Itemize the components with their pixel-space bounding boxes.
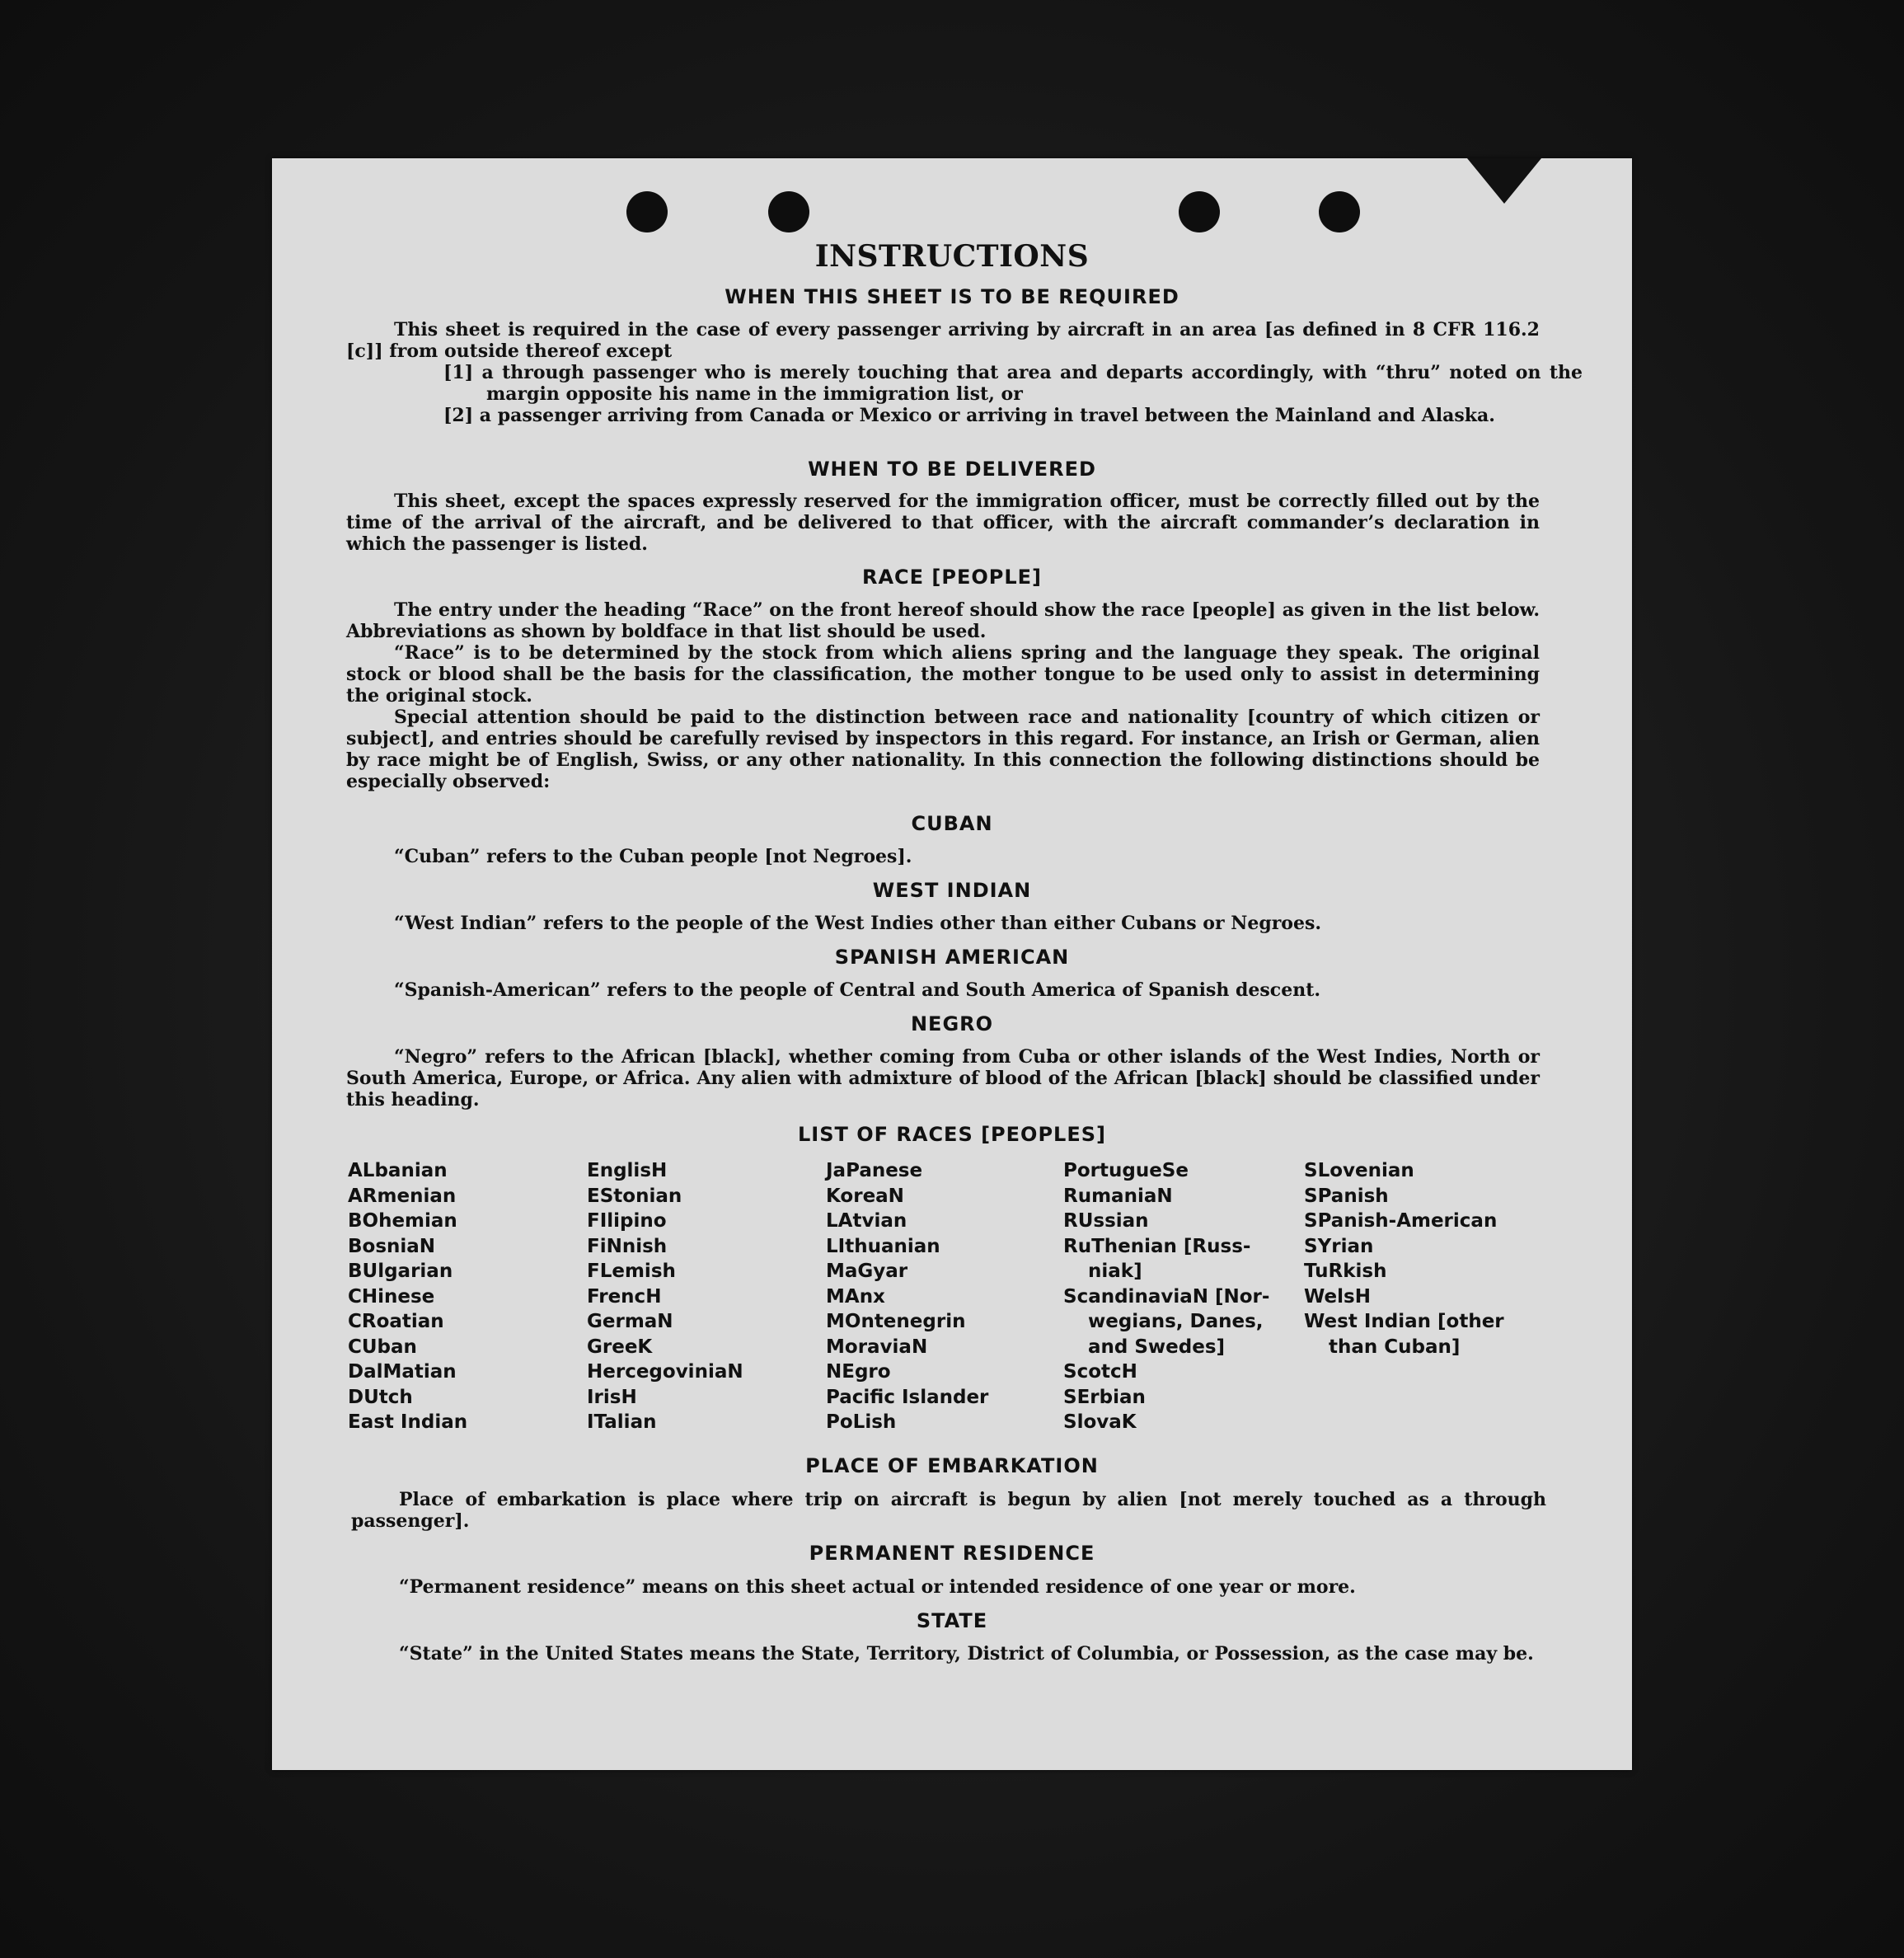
race-entry: PortugueSe — [1063, 1160, 1189, 1181]
heading-negro: NEGRO — [910, 1012, 994, 1035]
exception-item-2: [2] a passenger arriving from Canada or Mexico or arriving in travel between the Mainland and Alaska. — [443, 405, 1495, 426]
race-entry: East Indian — [348, 1411, 468, 1433]
race-entry: LAtvian — [826, 1210, 907, 1232]
race-entry: ARmenian — [348, 1185, 457, 1207]
race-entry: FLemish — [587, 1261, 676, 1282]
race-entry: PoLish — [826, 1411, 897, 1433]
punch-hole — [1179, 191, 1220, 232]
heading-cuban: CUBAN — [911, 812, 993, 835]
race-column — [826, 1158, 988, 1435]
race-entry: NEgro — [826, 1361, 891, 1383]
race-paragraph-2: “Race” is to be determined by the stock from which aliens spring and the language they speak. The original stock or blood shall be the basis for the classification, the mother tongue to be used only to assist in determining the original stock. — [346, 642, 1540, 707]
race-entry: wegians, Danes, — [1088, 1311, 1264, 1332]
race-paragraph-1: The entry under the heading “Race” on the front hereof should show the race [people] as given in the list below. Abbreviations as shown by boldface in that list should be used. — [346, 599, 1540, 642]
race-entry: MaGyar — [826, 1261, 908, 1282]
page-title: INSTRUCTIONS — [814, 239, 1090, 274]
race-entry: HercegoviniaN — [587, 1361, 743, 1383]
race-entry: LIthuanian — [826, 1235, 940, 1257]
heading-state: STATE — [916, 1609, 988, 1632]
race-entry: MAnx — [826, 1285, 885, 1308]
race-entry: TuRkish — [1304, 1261, 1387, 1282]
heading-place-of-embarkation: PLACE OF EMBARKATION — [805, 1454, 1099, 1477]
west-indian-text: “West Indian” refers to the people of the West Indies other than either Cubans or Negroes. — [394, 913, 1322, 934]
race-entry: IrisH — [587, 1386, 637, 1408]
race-entry: GreeK — [587, 1336, 653, 1358]
state-text: “State” in the United States means the State, Territory, District of Columbia, or Possession, as the case may be. — [399, 1643, 1534, 1665]
race-entry: SErbian — [1063, 1386, 1146, 1408]
punch-hole — [768, 191, 809, 232]
race-entry: RUssian — [1063, 1210, 1149, 1232]
race-entry: DalMatian — [348, 1361, 457, 1383]
race-entry: ALbanian — [348, 1160, 448, 1181]
race-entry: EStonian — [587, 1185, 682, 1207]
heading-spanish-american: SPANISH AMERICAN — [834, 946, 1070, 969]
race-column — [587, 1158, 743, 1435]
when-delivered-text: This sheet, except the spaces expressly reserved for the immigration officer, must be correctly filled out by the time of the arrival of the aircraft, and be delivered to that officer, with the aircraft commander’s declaration in which the passenger is listed. — [346, 491, 1540, 555]
race-entry: MOntenegrin — [826, 1311, 966, 1332]
when-required-intro: This sheet is required in the case of every passenger arriving by aircraft in an area [as defined in 8 CFR 116.2 [c]] from outside thereof except — [346, 319, 1540, 362]
race-entry: BOhemian — [348, 1210, 457, 1232]
heading-when-required: WHEN THIS SHEET IS TO BE REQUIRED — [725, 285, 1179, 308]
race-column — [348, 1158, 467, 1435]
race-entry: BosniaN — [348, 1235, 436, 1257]
race-entry: ScotcH — [1063, 1361, 1137, 1383]
race-entry: West Indian [other — [1304, 1311, 1504, 1332]
instruction-sheet — [272, 158, 1632, 1770]
race-column — [1063, 1158, 1269, 1435]
race-entry: GermaN — [587, 1311, 673, 1332]
race-entry: DUtch — [348, 1386, 413, 1408]
punch-hole — [626, 191, 668, 232]
heading-when-delivered: WHEN TO BE DELIVERED — [808, 458, 1096, 481]
race-entry: SPanish — [1304, 1185, 1389, 1207]
spanish-american-text: “Spanish-American” refers to the people of Central and South America of Spanish descent. — [394, 979, 1321, 1001]
race-entry: BUlgarian — [348, 1261, 453, 1282]
race-entry: RuThenian [Russ- — [1063, 1235, 1251, 1257]
race-entry: FiNnish — [587, 1235, 668, 1257]
race-entry: EnglisH — [587, 1160, 668, 1181]
race-entry: SPanish-American — [1304, 1210, 1498, 1232]
heading-list-of-races: LIST OF RACES [PEOPLES] — [798, 1123, 1106, 1146]
heading-race: RACE [PEOPLE] — [861, 566, 1043, 589]
race-entry: RumaniaN — [1063, 1185, 1173, 1207]
cuban-text: “Cuban” refers to the Cuban people [not Negroes]. — [394, 846, 912, 867]
race-entry: and Swedes] — [1088, 1336, 1226, 1358]
race-entry: niak] — [1088, 1261, 1142, 1282]
race-entry: Pacific Islander — [826, 1386, 989, 1408]
negro-text: “Negro” refers to the African [black], whether coming from Cuba or other islands of the West Indies, North or South America, Europe, or Africa. Any alien with admixture of blood of the African [black] should be classified under this heading. — [346, 1046, 1540, 1110]
race-entry: FIlipino — [587, 1210, 667, 1232]
race-entry: CUban — [348, 1336, 417, 1358]
race-paragraph-3: Special attention should be paid to the distinction between race and nationality [country of which citizen or subject], and entries should be carefully revised by inspectors in this regard. For instance, an Irish or German, alien by race might be of English, Swiss, or any other nationality. In this connection the following distinctions should be especially observed: — [346, 707, 1540, 792]
torn-corner — [1467, 158, 1541, 204]
residence-text: “Permanent residence” means on this sheet actual or intended residence of one year or more. — [399, 1576, 1356, 1598]
race-entry: CHinese — [348, 1285, 435, 1308]
race-entry: SYrian — [1304, 1235, 1374, 1257]
race-entry: CRoatian — [348, 1311, 444, 1332]
punch-hole — [1319, 191, 1360, 232]
race-entry: SlovaK — [1063, 1411, 1137, 1433]
race-entry: SLovenian — [1304, 1160, 1414, 1181]
embarkation-text: Place of embarkation is place where trip on aircraft is begun by alien [not merely touched as a through passenger]. — [351, 1489, 1546, 1532]
race-entry: FrencH — [587, 1285, 662, 1308]
heading-permanent-residence: PERMANENT RESIDENCE — [809, 1542, 1095, 1565]
race-entry: JaPanese — [826, 1160, 923, 1181]
race-entry: KoreaN — [826, 1185, 904, 1207]
race-entry: MoraviaN — [826, 1336, 928, 1358]
race-column — [1304, 1158, 1504, 1359]
race-entry: WelsH — [1304, 1285, 1371, 1308]
race-entry: than Cuban] — [1329, 1336, 1461, 1358]
heading-west-indian: WEST INDIAN — [872, 879, 1032, 902]
race-entry: ScandinaviaN [Nor- — [1063, 1285, 1270, 1308]
race-entry: ITalian — [587, 1411, 657, 1433]
exception-item-1: [1] a through passenger who is merely touching that area and departs accordingly, with “thru” noted on the margin opposite his name in the immigration list, or — [443, 362, 1583, 405]
